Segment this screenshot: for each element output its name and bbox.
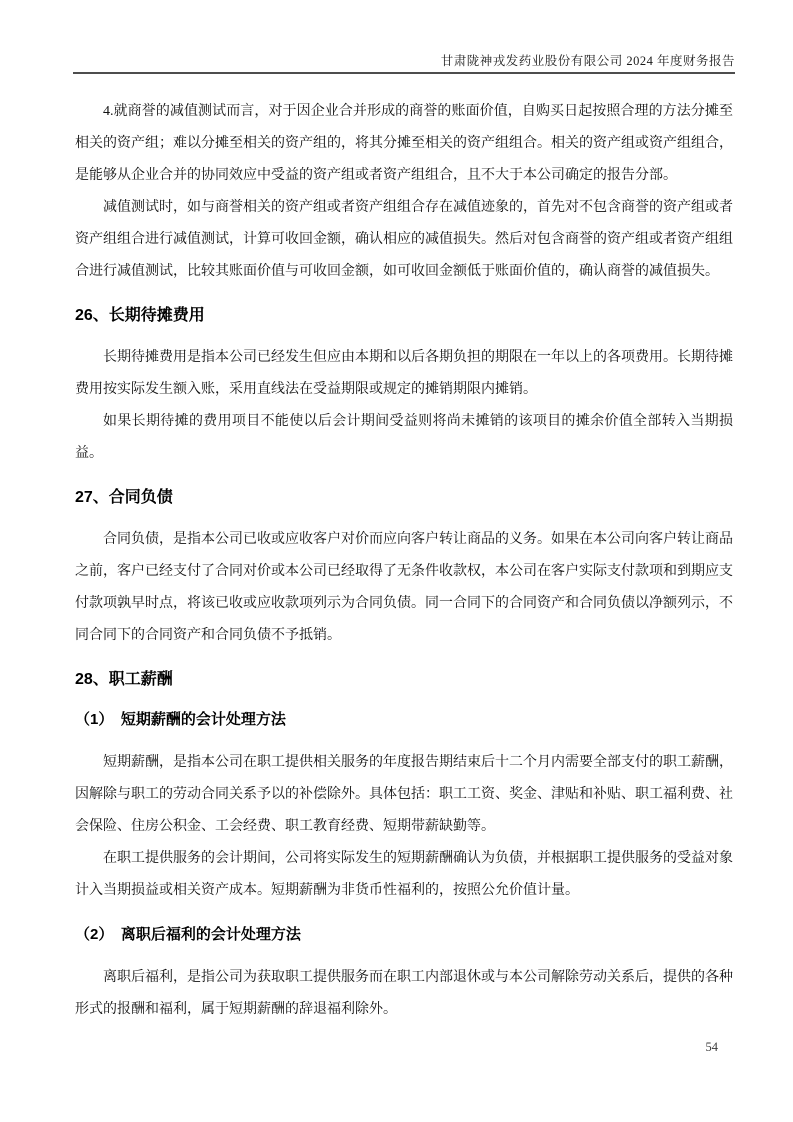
subsection-heading-28-2-post-employment-benefits: （2） 离职后福利的会计处理方法 <box>75 926 301 943</box>
paragraph-section27-1: 合同负债，是指本公司已收或应收客户对价而应向客户转让商品的义务。如果在本公司向客户转让商品之前，客户已经支付了合同对价或本公司已经取得了无条件收款权，本公司在客户实际支付款项和到期应支付款项孰早时点，将该已收或应收款项列示为合同负债。同一合同下的合同资产和合同负债以净额列示，不同合同下的合同资产和合同负债不予抵销。 <box>75 532 733 643</box>
page-number: 54 <box>705 1040 718 1054</box>
paragraph-section28-2-1: 离职后福利，是指公司为获取职工提供服务而在职工内部退休或与本公司解除劳动关系后，提供的各种形式的报酬和福利，属于短期薪酬的辞退福利除外。 <box>75 970 733 1017</box>
section-heading-27-contract-liabilities: 27、合同负债 <box>75 489 173 506</box>
header-rule <box>73 72 735 74</box>
paragraph-section26-1: 长期待摊费用是指本公司已经发生但应由本期和以后各期负担的期限在一年以上的各项费用。长期待摊费用按实际发生额入账，采用直线法在受益期限或规定的摊销期限内摊销。 <box>75 350 733 397</box>
subsection-heading-28-1-short-term-compensation: （1） 短期薪酬的会计处理方法 <box>75 711 286 728</box>
section-heading-28-employee-compensation: 28、职工薪酬 <box>75 671 173 688</box>
paragraph-section28-1-1: 短期薪酬，是指本公司在职工提供相关服务的年度报告期结束后十二个月内需要全部支付的职工薪酬，因解除与职工的劳动合同关系予以的补偿除外。具体包括：职工工资、奖金、津贴和补贴、职工福利费、社会保险、住房公积金、工会经费、职工教育经费、短期带薪缺勤等。 <box>75 755 733 834</box>
document-body <box>75 96 733 1026</box>
paragraph-section26-2: 如果长期待摊的费用项目不能使以后会计期间受益则将尚未摊销的该项目的摊余价值全部转入当期损益。 <box>75 414 733 461</box>
paragraph-goodwill-impairment-1: 4.就商誉的减值测试而言，对于因企业合并形成的商誉的账面价值，自购买日起按照合理的方法分摊至相关的资产组；难以分摊至相关的资产组的，将其分摊至相关的资产组组合。相关的资产组或资产组组合，是能够从企业合并的协同效应中受益的资产组或者资产组组合，且不大于本公司确定的报告分部。 <box>75 104 733 183</box>
section-heading-26-long-term-deferred-expenses: 26、长期待摊费用 <box>75 307 205 324</box>
paragraph-section28-1-2: 在职工提供服务的会计期间，公司将实际发生的短期薪酬确认为负债，并根据职工提供服务的受益对象计入当期损益或相关资产成本。短期薪酬为非货币性福利的，按照公允价值计量。 <box>75 851 733 898</box>
paragraph-goodwill-impairment-2: 减值测试时，如与商誉相关的资产组或者资产组组合存在减值迹象的，首先对不包含商誉的资产组或者资产组组合进行减值测试，计算可收回金额，确认相应的减值损失。然后对包含商誉的资产组或者资产组组合进行减值测试，比较其账面价值与可收回金额，如可收回金额低于账面价值的，确认商誉的减值损失。 <box>75 200 733 279</box>
page-header-title: 甘肃陇神戎发药业股份有限公司 2024 年度财务报告 <box>440 54 735 68</box>
